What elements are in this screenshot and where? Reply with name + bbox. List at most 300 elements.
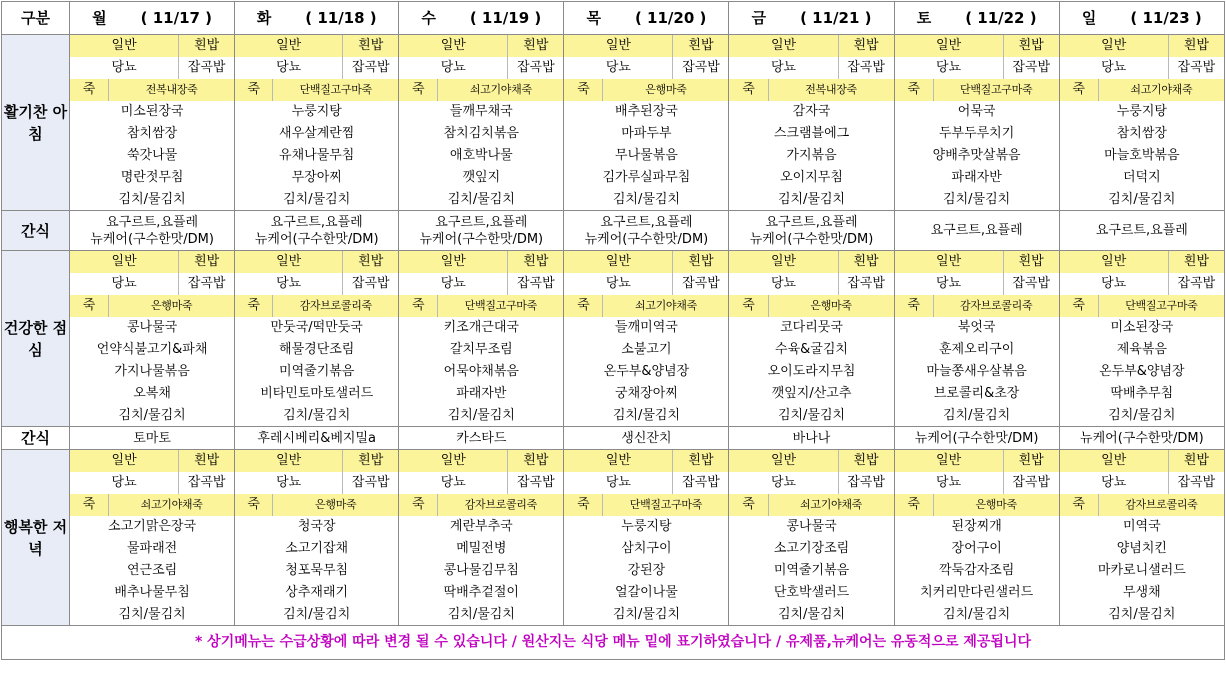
multigrain-rice-label: 잡곡밥 [179,57,235,79]
menu-item: 메밀전병 [399,538,564,560]
porridge-menu: 감자브로콜리죽 [1098,494,1224,516]
menu-row [2,582,1225,604]
menu-item: 깻잎지/산고추 [729,383,894,405]
day-header [399,2,564,35]
menu-item: 배추된장국 [564,101,729,123]
general-diet-label: 일반 [70,251,179,273]
menu-item: 김치/물김치 [235,405,399,427]
menu-item: 청포묵무침 [235,560,399,582]
snack-cell [399,211,564,251]
day-date: ( 11/19 ) [469,8,542,27]
snack-cell [564,211,729,251]
white-rice-label: 흰밥 [343,251,399,273]
porridge-label: 죽 [729,494,768,516]
porridge-label: 죽 [399,295,438,317]
menu-item: 훈제오리구이 [894,339,1059,361]
porridge-menu: 감자브로콜리죽 [933,295,1059,317]
porridge-menu: 쇠고기야채죽 [603,295,729,317]
diabetic-diet-label: 당뇨 [235,57,343,79]
menu-item: 마늘호박볶음 [1059,145,1224,167]
porridge-menu: 전복내장죽 [109,79,235,101]
white-rice-label: 흰밥 [179,251,235,273]
menu-item: 김치/물김치 [1059,604,1224,626]
menu-item: 단호박샐러드 [729,582,894,604]
menu-item: 미역줄기볶음 [729,560,894,582]
multigrain-rice-label: 잡곡밥 [1003,57,1059,79]
multigrain-rice-label: 잡곡밥 [673,57,729,79]
white-rice-label: 흰밥 [1168,251,1224,273]
menu-item: 소고기잡채 [235,538,399,560]
general-diet-label: 일반 [564,450,673,472]
menu-item: 김치/물김치 [399,604,564,626]
meal-label: 활기찬 아침 [2,35,70,211]
diabetic-diet-label: 당뇨 [70,472,179,494]
header-row [2,2,1225,35]
day-name: 금 [751,8,767,27]
white-rice-label: 흰밥 [838,35,894,57]
menu-item: 김치/물김치 [894,189,1059,211]
menu-item: 무장아찌 [235,167,399,189]
menu-row [2,560,1225,582]
menu-item: 온두부&양념장 [564,361,729,383]
menu-row [2,538,1225,560]
menu-item: 김치/물김치 [70,604,235,626]
menu-row [2,604,1225,626]
general-diet-label: 일반 [235,35,343,57]
general-diet-label: 일반 [1059,251,1168,273]
general-diet-label: 일반 [70,450,179,472]
multigrain-rice-label: 잡곡밥 [1168,273,1224,295]
diabetic-diet-label: 당뇨 [729,273,838,295]
diet-row-general [2,251,1225,273]
menu-item: 명란젓무침 [70,167,235,189]
multigrain-rice-label: 잡곡밥 [1003,273,1059,295]
menu-item: 제육볶음 [1059,339,1224,361]
white-rice-label: 흰밥 [343,450,399,472]
menu-row [2,123,1225,145]
snack-item: 뉴케어(구수한맛/DM) [749,231,874,247]
menu-item: 미역줄기볶음 [235,361,399,383]
general-diet-label: 일반 [1059,450,1168,472]
menu-item: 김치/물김치 [399,405,564,427]
diet-row-general [2,450,1225,472]
menu-item: 김치/물김치 [235,189,399,211]
day-header [894,2,1059,35]
multigrain-rice-label: 잡곡밥 [343,273,399,295]
multigrain-rice-label: 잡곡밥 [673,273,729,295]
menu-item: 들깨미역국 [564,317,729,339]
porridge-label: 죽 [399,494,438,516]
menu-item: 미소된장국 [70,101,235,123]
day-date: ( 11/23 ) [1130,8,1202,27]
day-name: 화 [256,8,272,27]
menu-item: 마파두부 [564,123,729,145]
menu-item: 새우살계란찜 [235,123,399,145]
menu-item: 누룽지탕 [235,101,399,123]
diabetic-diet-label: 당뇨 [235,472,343,494]
day-header [564,2,729,35]
porridge-menu: 쇠고기야채죽 [109,494,235,516]
snack-item: 토마토 [70,427,235,450]
porridge-label: 죽 [894,295,933,317]
snack-cell [894,211,1059,251]
menu-row [2,361,1225,383]
white-rice-label: 흰밥 [343,35,399,57]
snack-item: 뉴케어(구수한맛/DM) [1059,427,1224,450]
day-date: ( 11/17 ) [140,8,213,27]
menu-item: 가지나물볶음 [70,361,235,383]
general-diet-label: 일반 [729,450,838,472]
menu-item: 누룽지탕 [1059,101,1224,123]
menu-row [2,317,1225,339]
porridge-menu: 단백질고구마죽 [603,494,729,516]
menu-item: 오복채 [70,383,235,405]
snack-item: 바나나 [729,427,894,450]
menu-item: 소고기장조림 [729,538,894,560]
white-rice-label: 흰밥 [179,450,235,472]
day-name: 수 [421,8,436,27]
diabetic-diet-label: 당뇨 [1059,273,1168,295]
general-diet-label: 일반 [729,35,838,57]
snack-item: 뉴케어(구수한맛/DM) [419,231,544,247]
multigrain-rice-label: 잡곡밥 [179,273,235,295]
menu-item: 스크램블에그 [729,123,894,145]
multigrain-rice-label: 잡곡밥 [1168,57,1224,79]
general-diet-label: 일반 [399,35,508,57]
day-name: 일 [1081,8,1097,27]
general-diet-label: 일반 [564,251,673,273]
menu-item: 치커리만다린샐러드 [894,582,1059,604]
menu-item: 어묵야채볶음 [399,361,564,383]
porridge-label: 죽 [399,79,438,101]
snack-cell [235,211,399,251]
snack-item: 요구르트,요플레 [435,214,528,230]
porridge-menu: 쇠고기야채죽 [768,494,894,516]
menu-item: 언약식불고기&파채 [70,339,235,361]
porridge-menu: 은행마죽 [109,295,235,317]
snack-item: 요구르트,요플레 [765,214,858,230]
menu-item: 오이지무침 [729,167,894,189]
menu-item: 김치/물김치 [235,604,399,626]
day-name: 목 [586,8,601,27]
snack-item: 뉴케어(구수한맛/DM) [254,231,379,247]
menu-item: 콩나물국 [729,516,894,538]
menu-item: 콩나물국 [70,317,235,339]
menu-item: 궁채장아찌 [564,383,729,405]
day-header [729,2,894,35]
menu-item: 김치/물김치 [894,604,1059,626]
general-diet-label: 일반 [564,35,673,57]
menu-item: 청국장 [235,516,399,538]
general-diet-label: 일반 [1059,35,1168,57]
diabetic-diet-label: 당뇨 [399,273,508,295]
day-date: ( 11/21 ) [800,8,872,27]
menu-item: 누룽지탕 [564,516,729,538]
porridge-menu: 은행마죽 [768,295,894,317]
menu-item: 김가루실파무침 [564,167,729,189]
day-header [235,2,399,35]
multigrain-rice-label: 잡곡밥 [508,57,564,79]
multigrain-rice-label: 잡곡밥 [838,472,894,494]
menu-item: 북엇국 [894,317,1059,339]
porridge-label: 죽 [564,494,603,516]
menu-item: 오이도라지무침 [729,361,894,383]
multigrain-rice-label: 잡곡밥 [508,273,564,295]
menu-item: 무나물볶음 [564,145,729,167]
header-label: 구분 [2,2,70,35]
general-diet-label: 일반 [894,251,1003,273]
menu-item: 김치/물김치 [1059,405,1224,427]
menu-item: 만둣국/떡만둣국 [235,317,399,339]
porridge-menu: 단백질고구마죽 [438,295,564,317]
menu-item: 김치/물김치 [729,189,894,211]
porridge-menu: 은행마죽 [273,494,399,516]
porridge-row [2,79,1225,101]
menu-row [2,339,1225,361]
porridge-label: 죽 [1059,79,1098,101]
diabetic-diet-label: 당뇨 [729,57,838,79]
menu-item: 참치쌈장 [1059,123,1224,145]
menu-item: 무생채 [1059,582,1224,604]
day-date: ( 11/20 ) [634,8,707,27]
diabetic-diet-label: 당뇨 [399,472,508,494]
menu-item: 딱배추겉절이 [399,582,564,604]
white-rice-label: 흰밥 [508,450,564,472]
diabetic-diet-label: 당뇨 [235,273,343,295]
multigrain-rice-label: 잡곡밥 [838,57,894,79]
menu-item: 마늘쫑새우살볶음 [894,361,1059,383]
white-rice-label: 흰밥 [179,35,235,57]
porridge-label: 죽 [1059,295,1098,317]
menu-item: 장어구이 [894,538,1059,560]
diabetic-diet-label: 당뇨 [729,472,838,494]
white-rice-label: 흰밥 [673,35,729,57]
snack-item: 요구르트,요플레 [270,214,363,230]
porridge-menu: 단백질고구마죽 [1098,295,1224,317]
diabetic-diet-label: 당뇨 [564,273,673,295]
menu-item: 배추나물무침 [70,582,235,604]
meal-label: 간식 [2,211,70,251]
multigrain-rice-label: 잡곡밥 [179,472,235,494]
multigrain-rice-label: 잡곡밥 [508,472,564,494]
menu-item: 깻잎지 [399,167,564,189]
general-diet-label: 일반 [399,450,508,472]
porridge-label: 죽 [70,295,109,317]
menu-item: 마카로니샐러드 [1059,560,1224,582]
snack-item: 요구르트,요플레 [106,214,199,230]
menu-item: 어묵국 [894,101,1059,123]
menu-row [2,383,1225,405]
menu-item: 김치/물김치 [729,604,894,626]
white-rice-label: 흰밥 [1003,251,1059,273]
menu-item: 참치쌈장 [70,123,235,145]
menu-item: 가지볶음 [729,145,894,167]
menu-item: 미역국 [1059,516,1224,538]
porridge-label: 죽 [1059,494,1098,516]
snack-item: 후레시베리&베지밀a [235,427,399,450]
porridge-menu: 감자브로콜리죽 [273,295,399,317]
diabetic-diet-label: 당뇨 [70,57,179,79]
meal-label: 행복한 저녁 [2,450,70,626]
white-rice-label: 흰밥 [1168,450,1224,472]
footer-row [2,626,1225,660]
menu-item: 얼갈이나물 [564,582,729,604]
menu-item: 김치/물김치 [70,189,235,211]
porridge-menu: 감자브로콜리죽 [438,494,564,516]
day-header [1059,2,1224,35]
snack-item: 카스타드 [399,427,564,450]
white-rice-label: 흰밥 [1003,35,1059,57]
multigrain-rice-label: 잡곡밥 [343,57,399,79]
general-diet-label: 일반 [235,251,343,273]
porridge-menu: 은행마죽 [603,79,729,101]
porridge-menu: 전복내장죽 [768,79,894,101]
general-diet-label: 일반 [729,251,838,273]
menu-item: 연근조림 [70,560,235,582]
menu-item: 소고기맑은장국 [70,516,235,538]
general-diet-label: 일반 [399,251,508,273]
white-rice-label: 흰밥 [673,251,729,273]
menu-item: 수육&굴김치 [729,339,894,361]
porridge-menu: 쇠고기야채죽 [1098,79,1224,101]
day-date: ( 11/18 ) [305,8,377,27]
menu-item: 브로콜리&초장 [894,383,1059,405]
diabetic-diet-label: 당뇨 [894,273,1003,295]
menu-row [2,101,1225,123]
menu-item: 온두부&양념장 [1059,361,1224,383]
porridge-label: 죽 [894,79,933,101]
menu-item: 콩나물김무침 [399,560,564,582]
porridge-label: 죽 [235,494,273,516]
porridge-menu: 단백질고구마죽 [933,79,1059,101]
menu-item: 김치/물김치 [70,405,235,427]
menu-item: 해물경단조림 [235,339,399,361]
menu-item: 상추재래기 [235,582,399,604]
porridge-label: 죽 [729,295,768,317]
footer-note: * 상기메뉴는 수급상황에 따라 변경 될 수 있습니다 / 원산지는 식당 메뉴 밑에 표기하였습니다 / 유제품,뉴케어는 유동적으로 제공됩니다 [2,626,1225,660]
snack-cell [729,211,894,251]
menu-item: 딱배추무침 [1059,383,1224,405]
snack-item: 생신잔치 [564,427,729,450]
diabetic-diet-label: 당뇨 [1059,472,1168,494]
diet-row-diabetic [2,57,1225,79]
meal-label: 간식 [2,427,70,450]
porridge-menu: 은행마죽 [933,494,1059,516]
menu-item: 양념치킨 [1059,538,1224,560]
general-diet-label: 일반 [894,450,1003,472]
porridge-row [2,295,1225,317]
white-rice-label: 흰밥 [1168,35,1224,57]
snack-item: 요구르트,요플레 [1095,223,1188,238]
menu-item: 유채나물무침 [235,145,399,167]
menu-row [2,145,1225,167]
day-date: ( 11/22 ) [965,8,1037,27]
day-name: 토 [916,8,932,27]
menu-item: 양배추맛살볶음 [894,145,1059,167]
menu-item: 김치/물김치 [894,405,1059,427]
porridge-menu: 단백질고구마죽 [273,79,399,101]
menu-item: 갈치무조림 [399,339,564,361]
menu-item: 감자국 [729,101,894,123]
general-diet-label: 일반 [235,450,343,472]
diabetic-diet-label: 당뇨 [894,472,1003,494]
white-rice-label: 흰밥 [508,35,564,57]
menu-item: 쑥갓나물 [70,145,235,167]
white-rice-label: 흰밥 [838,251,894,273]
porridge-label: 죽 [235,295,273,317]
diabetic-diet-label: 당뇨 [399,57,508,79]
diabetic-diet-label: 당뇨 [564,57,673,79]
menu-item: 김치/물김치 [1059,189,1224,211]
diabetic-diet-label: 당뇨 [564,472,673,494]
menu-item: 김치/물김치 [399,189,564,211]
day-header [70,2,235,35]
multigrain-rice-label: 잡곡밥 [673,472,729,494]
diabetic-diet-label: 당뇨 [894,57,1003,79]
white-rice-label: 흰밥 [508,251,564,273]
diet-row-diabetic [2,273,1225,295]
menu-item: 더덕지 [1059,167,1224,189]
snack-item: 뉴케어(구수한맛/DM) [584,231,709,247]
menu-item: 소불고기 [564,339,729,361]
menu-item: 김치/물김치 [564,405,729,427]
menu-item: 키조개근대국 [399,317,564,339]
porridge-label: 죽 [729,79,768,101]
menu-item: 물파래전 [70,538,235,560]
day-name: 월 [92,8,107,27]
menu-item: 파래자반 [894,167,1059,189]
menu-item: 비타민토마토샐러드 [235,383,399,405]
snack2-row [2,427,1225,450]
menu-item: 계란부추국 [399,516,564,538]
menu-item: 깍둑감자조림 [894,560,1059,582]
menu-item: 김치/물김치 [564,604,729,626]
porridge-label: 죽 [70,79,109,101]
multigrain-rice-label: 잡곡밥 [838,273,894,295]
porridge-row [2,494,1225,516]
diet-row-general [2,35,1225,57]
white-rice-label: 흰밥 [838,450,894,472]
snack-item: 뉴케어(구수한맛/DM) [90,231,214,247]
diabetic-diet-label: 당뇨 [1059,57,1168,79]
white-rice-label: 흰밥 [673,450,729,472]
multigrain-rice-label: 잡곡밥 [1168,472,1224,494]
menu-item: 두부두루치기 [894,123,1059,145]
menu-item: 참치김치볶음 [399,123,564,145]
menu-item: 코다리뭇국 [729,317,894,339]
snack-cell [70,211,235,251]
menu-row [2,189,1225,211]
menu-item: 미소된장국 [1059,317,1224,339]
snack-item: 요구르트,요플레 [600,214,693,230]
general-diet-label: 일반 [70,35,179,57]
menu-item: 강된장 [564,560,729,582]
menu-item: 김치/물김치 [564,189,729,211]
diet-row-diabetic [2,472,1225,494]
menu-row [2,167,1225,189]
white-rice-label: 흰밥 [1003,450,1059,472]
menu-item: 삼치구이 [564,538,729,560]
porridge-label: 죽 [235,79,273,101]
menu-item: 된장찌개 [894,516,1059,538]
porridge-label: 죽 [564,79,603,101]
meal-label: 건강한 점심 [2,251,70,427]
general-diet-label: 일반 [894,35,1003,57]
weekly-menu-table [1,1,1225,660]
multigrain-rice-label: 잡곡밥 [343,472,399,494]
snack-item: 뉴케어(구수한맛/DM) [894,427,1059,450]
menu-row [2,405,1225,427]
